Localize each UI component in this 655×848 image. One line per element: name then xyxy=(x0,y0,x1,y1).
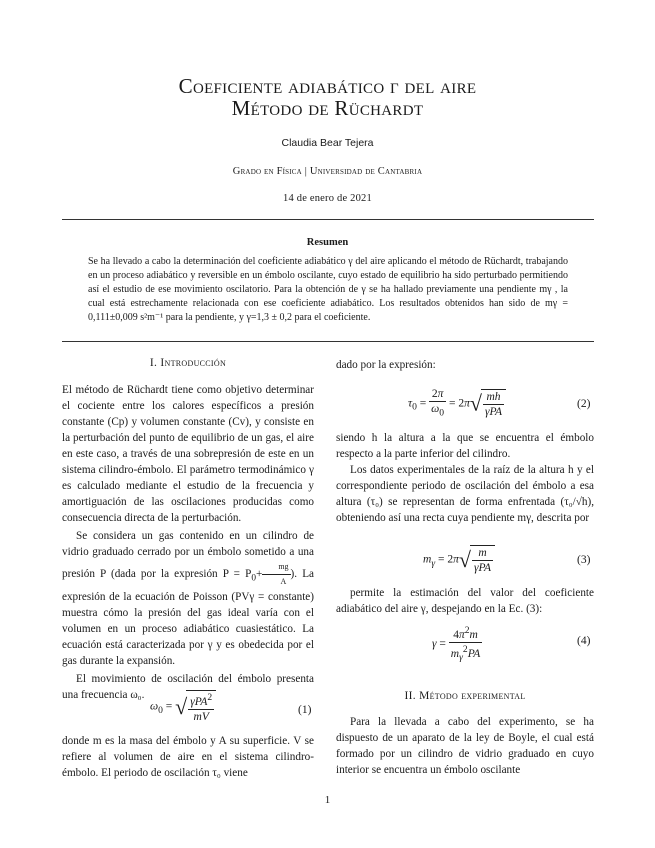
right-paragraph-2: siendo h la altura a la que se encuentra el émbolo respecto a la parte inferior del cilindro. xyxy=(336,432,594,460)
intro-paragraph-4: donde m es la masa del émbolo y A su superficie. V se refiere al volumen de aire en el sistema cilindro-émbolo. El periodo de oscilación τ₀ viene xyxy=(62,735,314,779)
date: 14 de enero de 2021 xyxy=(283,193,372,204)
right-paragraph-1: dado por la expresión: xyxy=(336,359,436,371)
equation-3: $m_\gamma = 2\pi√$ $\frac{m}{\text{γPA}}$ xyxy=(423,545,495,575)
intro-paragraph-1: El método de Rüchardt tiene como objetivo determinar el cociente entre los calores específicos a presión constante (Cp) y volumen constante (Cv), y consiste en la perturbación del punto de equilibrio de un gas, el aire en este caso, a través de una sobrepresión de este en un sistema cilindro-émbolo. El parámetro termodinámico γ es calculado mediante el estudio de la frecuencia y amortiguación de las oscilaciones producidas como consecuencia directa de la perturbación. xyxy=(62,384,314,524)
abstract-heading: Resumen xyxy=(306,237,349,248)
equation-1-number: (1) xyxy=(298,704,312,716)
equation-4: γ = $\frac{4\pi^2m}{m_\gamma^2PA}$ xyxy=(432,625,481,663)
page-number: 1 xyxy=(324,794,331,806)
author: Claudia Bear Tejera xyxy=(281,137,374,149)
section-intro-title: I. Introducción xyxy=(149,357,227,369)
equation-1: $\omega_0$ = √ $\frac{\gamma PA^2}{mV}$ xyxy=(150,690,216,724)
equation-2: $\tau_0$ = $\frac{2\pi}{\omega_0}$ = 2π√ $\frac{mh}{\text{γPA}}$ xyxy=(408,387,506,420)
equation-3-number: (3) xyxy=(577,554,591,566)
left-column xyxy=(62,382,314,703)
right-paragraph-3: Los datos experimentales de la raíz de la altura h y el correspondiente periodo de oscilación del émbolo a esa altura (τ₀) se representan de forma enfrentada (τ₀/√h), obteniendo así una recta cuya pendiente mγ, descrita por xyxy=(336,464,594,524)
right-paragraph-4: permite la estimación del valor del coeficiente adiabático del aire γ, despejando en la Ec. (3): xyxy=(336,587,594,615)
affiliation: Grado en Física | Universidad de Cantabria xyxy=(232,166,423,177)
bottom-rule xyxy=(62,341,594,342)
abstract-text: Se ha llevado a cabo la determinación del coeficiente adiabático γ del aire aplicando el método de Rüchardt, trabajando en un proceso adiabático y reversible en un émbolo oscilante, cuyo estado de equilibrio ha sido perturbado permitiendo así el estudio de ese movimiento oscilatorio. Para la obtención de γ se ha hallado previamente una pendiente mγ , la cual está estrechamente relacionada con ese coeficiente adiabático. Los resultados obtenidos han sido de mγ = 0,111±0,009 s²m⁻¹ para la pendiente, y γ=1,3 ± 0,2 para el coeficiente. xyxy=(88,256,568,323)
right-paragraph-5: Para la llevada a cabo del experimento, se ha dispuesto de un aparato de la ley de Boyle, el cual está formado por un cilindro de vidrio graduado en cuyo interior se encuentra un émbolo oscilante xyxy=(336,716,594,776)
paper-title-line1: Coeficiente adiabático γ del aire xyxy=(178,74,477,98)
intro-paragraph-2: Se considera un gas contenido en un cilindro de vidrio graduado cerrado por un émbolo sometido a una presión P (dada por la expresión $P = P_0+$ $\frac{mg}{A}$ ). La expresión de la ecuación de Poisson (PVγ = constante) muestra cómo la presión del gas ideal varía con el volumen en un proceso adiabático cuasiestático. La ecuación está caracterizada por γ y es obedecida por el gas durante la expansión. xyxy=(62,530,314,667)
paper-title-line2: Método de Rüchardt xyxy=(231,96,424,120)
section-method-title: II. Método experimental xyxy=(404,690,526,702)
right-column-mid xyxy=(336,430,594,526)
top-rule xyxy=(62,219,594,220)
intro-paragraph-3: El movimiento de oscilación del émbolo presenta una frecuencia ω₀. xyxy=(62,673,314,701)
equation-2-number: (2) xyxy=(577,398,591,410)
equation-4-number: (4) xyxy=(577,635,591,647)
